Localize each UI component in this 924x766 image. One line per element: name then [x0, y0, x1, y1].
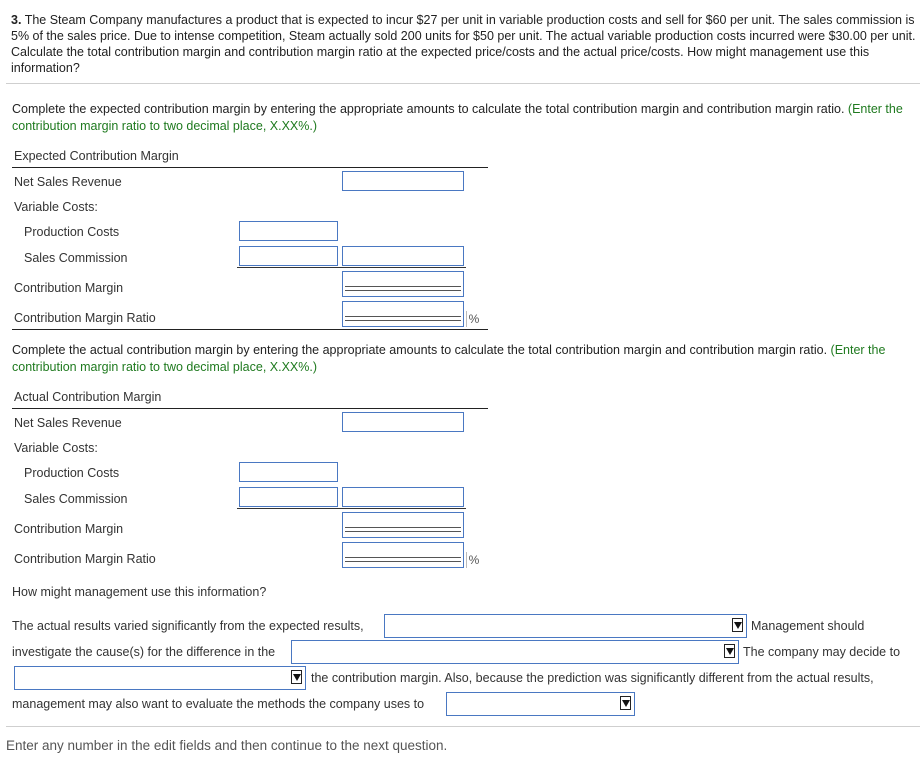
expected-header-rule	[12, 167, 488, 168]
actual-hint: (Enter the contribution margin ratio to two decimal place, X.XX%.)	[12, 343, 886, 374]
expected-cm-label: Contribution Margin	[14, 281, 124, 295]
decision-dropdown[interactable]	[14, 666, 306, 690]
results-dropdown[interactable]	[384, 614, 747, 638]
management-sentence-5: the contribution margin. Also, because the prediction was significantly different from the actual results,	[311, 671, 874, 685]
actual-cm-ratio-label: Contribution Margin Ratio	[14, 552, 156, 566]
expected-production-label: Production Costs	[24, 225, 120, 239]
expected-instruction	[12, 101, 922, 135]
actual-variable-total-input[interactable]	[342, 487, 464, 507]
expected-instruction-text: Complete the expected contribution margin by entering the appropriate amounts to calculate the total contribution margin and contribution margin ratio.	[12, 102, 845, 116]
difference-dropdown[interactable]	[291, 640, 739, 664]
expected-subtotal-rule	[237, 267, 466, 268]
actual-cm-ratio-input[interactable]	[342, 542, 464, 568]
methods-dropdown[interactable]	[446, 692, 635, 716]
management-sentence-1: The actual results varied significantly from the expected results,	[12, 619, 364, 633]
question-text	[11, 12, 917, 76]
actual-commission-label: Sales Commission	[24, 492, 128, 506]
actual-instruction	[12, 342, 922, 376]
chevron-down-icon	[732, 618, 743, 632]
actual-production-label: Production Costs	[24, 466, 120, 480]
question-body: The Steam Company manufactures a product that is expected to incur $27 per unit in variable production costs and sell for $60 per unit. The sales commission is 5% of the sales price. Due to intense competition, Steam actually sold 200 units for $50 per unit. The actual variable production costs incurred were $30.00 per unit. Calculate the total contribution margin and contribution margin ratio at the expected price/costs and the actual price/costs. How might management use this information?	[11, 13, 916, 75]
chevron-down-icon	[724, 644, 735, 658]
expected-variable-costs-label: Variable Costs:	[14, 200, 98, 214]
expected-header: Expected Contribution Margin	[14, 149, 179, 163]
expected-commission-input[interactable]	[239, 246, 338, 266]
chevron-down-icon	[620, 696, 631, 710]
actual-instruction-text: Complete the actual contribution margin by entering the appropriate amounts to calculate the total contribution margin and contribution margin ratio.	[12, 343, 828, 357]
expected-net-sales-input[interactable]	[342, 171, 464, 191]
management-sentence-3: investigate the cause(s) for the difference in the	[12, 645, 276, 659]
expected-cm-ratio-input[interactable]	[342, 301, 464, 327]
divider	[6, 83, 920, 84]
management-question: How might management use this information?	[12, 585, 267, 599]
actual-production-input[interactable]	[239, 462, 338, 482]
expected-net-sales-label: Net Sales Revenue	[14, 175, 122, 189]
expected-cm-input[interactable]	[342, 271, 464, 297]
actual-net-sales-input[interactable]	[342, 412, 464, 432]
expected-bottom-rule	[12, 329, 488, 330]
management-sentence-4: The company may decide to	[743, 645, 901, 659]
footer-divider	[6, 726, 920, 727]
actual-percent-sign: %	[466, 552, 481, 568]
actual-header: Actual Contribution Margin	[14, 390, 162, 404]
actual-subtotal-rule	[237, 508, 466, 509]
expected-hint: (Enter the contribution margin ratio to two decimal place, X.XX%.)	[12, 102, 903, 133]
management-sentence-6: management may also want to evaluate the methods the company uses to	[12, 697, 425, 711]
actual-header-rule	[12, 408, 488, 409]
question-number: 3.	[11, 13, 22, 27]
actual-cm-label: Contribution Margin	[14, 522, 124, 536]
actual-variable-costs-label: Variable Costs:	[14, 441, 98, 455]
expected-variable-total-input[interactable]	[342, 246, 464, 266]
expected-percent-sign: %	[466, 311, 481, 327]
actual-commission-input[interactable]	[239, 487, 338, 507]
actual-net-sales-label: Net Sales Revenue	[14, 416, 122, 430]
expected-commission-label: Sales Commission	[24, 251, 128, 265]
footer-note: Enter any number in the edit fields and then continue to the next question.	[6, 738, 448, 753]
management-sentence-2: Management should	[751, 619, 865, 633]
actual-cm-input[interactable]	[342, 512, 464, 538]
expected-production-input[interactable]	[239, 221, 338, 241]
chevron-down-icon	[291, 670, 302, 684]
expected-cm-ratio-label: Contribution Margin Ratio	[14, 311, 156, 325]
